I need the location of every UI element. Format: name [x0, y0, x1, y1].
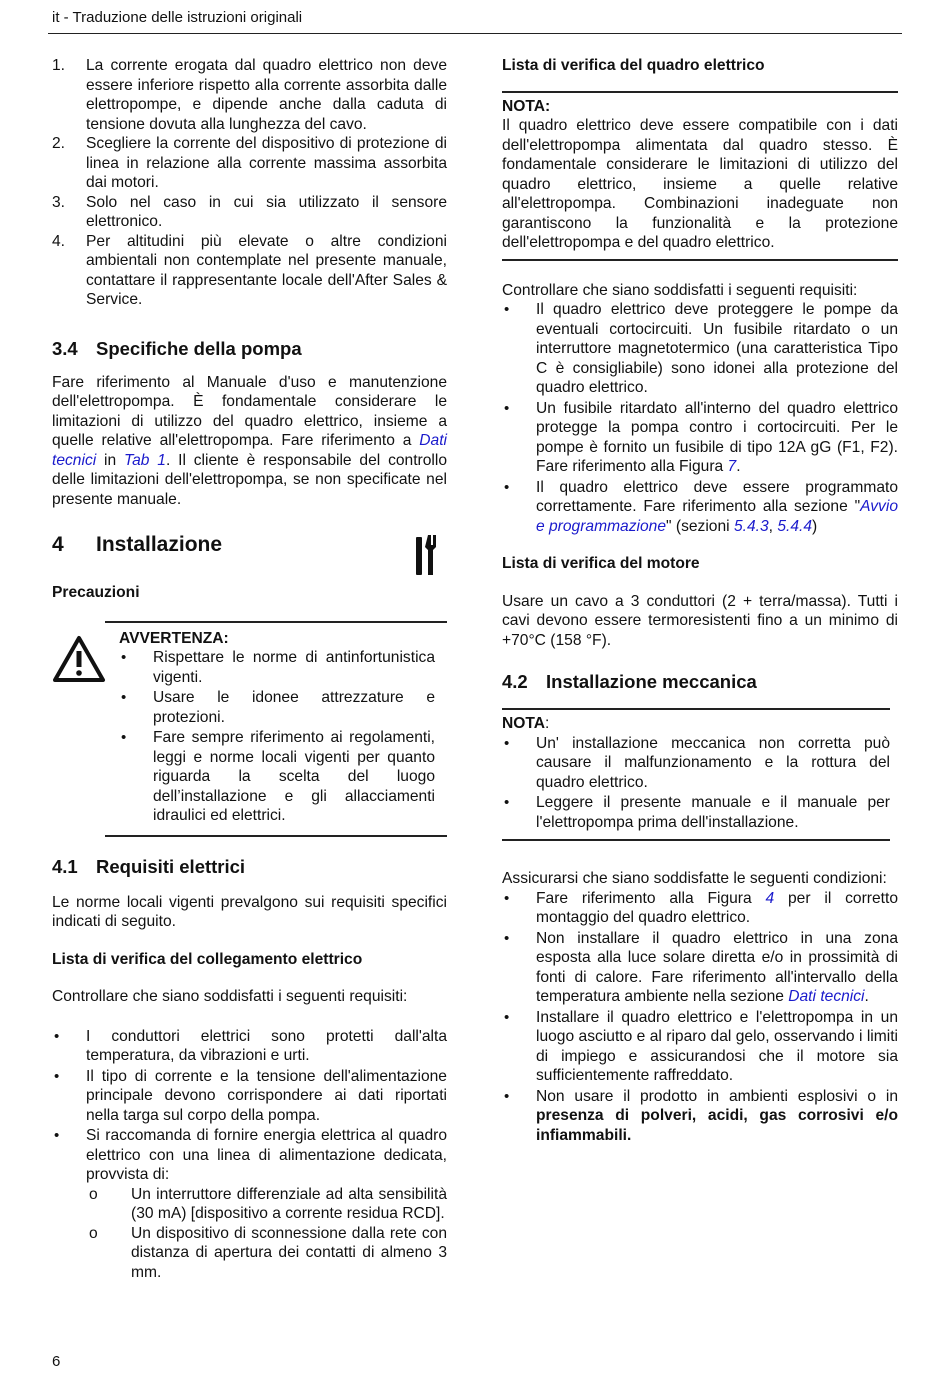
link-tab-1[interactable]: Tab 1 [124, 451, 166, 469]
panel-checklist-intro: Controllare che siano soddisfatti i seguenti requisiti: [502, 281, 858, 299]
list-item: • Fare riferimento alla Figura 4 per il corretto montaggio del quadro elettrico. [502, 889, 898, 928]
page-header: it - Traduzione delle istruzioni originali [52, 9, 303, 26]
electrical-intro: Le norme locali vigenti prevalgono sui requisiti specifici indicati di seguito. [52, 893, 447, 930]
header-rule [48, 33, 902, 34]
list-item: • Non installare il quadro elettrico in una zona esposta alla luce solare diretta e/o in prossimità di fonti di calore. Fare riferimento all'intervallo della temperatura ambiente nella sezione Dati tecnici. [502, 929, 898, 1007]
link-dati-tecnici[interactable]: Dati tecnici [52, 432, 447, 469]
link-avvio-programmazione[interactable]: Avvio e programmazione [536, 498, 898, 535]
list-item: 3. Solo nel caso in cui sia utilizzato il sensore elettronico. [52, 193, 447, 230]
list-item: o Un dispositivo di sconnessione dalla rete con distanza di apertura dei contatti di almeno 3 mm. [86, 1224, 447, 1283]
list-item: 2. Scegliere la corrente del dispositivo di protezione di linea in relazione alla corrente massima assorbita dai motori. [52, 135, 447, 191]
list-item: • Si raccomanda di fornire energia elettrica al quadro elettrico con una linea di alimentazione dedicata, provvista di: o Un interruttore differenziale ad alta sensibilità (30 mA) [dispositivo a corrente residua RCD]. o Un dispositivo di sconnessione dalla rete con distanza di apertura dei contatti di almeno 3 mm. [52, 1126, 447, 1282]
list-item: • Un fusibile ritardato all'interno del quadro elettrico protegge la pompa contro i cortocircuiti. Per le pompe è fornito un fusibile di tipo 12A gG (F1, F2). Fare riferimento alla Figura 7. [502, 399, 898, 477]
page-number: 6 [52, 1353, 61, 1370]
section-heading-3-4: 3.4 Specifiche della pompa [52, 337, 302, 359]
left-column [52, 56, 447, 1283]
electrical-checklist [52, 1027, 447, 1283]
electrical-checklist-intro: Controllare che siano soddisfatti i seguenti requisiti: [52, 988, 408, 1005]
motor-checklist-heading: Lista di verifica del motore [502, 555, 700, 572]
link-figura-4[interactable]: 4 [765, 889, 775, 907]
note-box-1 [502, 91, 898, 261]
panel-checklist-heading: Lista di verifica del quadro elettrico [502, 57, 765, 74]
list-item: o Un interruttore differenziale ad alta sensibilità (30 mA) [dispositivo a corrente residua RCD]. [86, 1185, 447, 1224]
list-item: • Un' installazione meccanica non corretta può causare il malfunzionamento e la rottura del quadro elettrico. [502, 734, 890, 793]
list-item: • Fare sempre riferimento ai regolamenti, leggi e norme locali vigenti per quanto riguarda la scelta del luogo dell’installazione e gli allacciamenti idraulici ed elettrici. [119, 728, 435, 826]
panel-checklist [502, 300, 898, 536]
section-heading-4-2: 4.2 Installazione meccanica [502, 671, 757, 692]
note-title: NOTA: [502, 97, 551, 115]
list-item: • I conduttori elettrici sono protetti dall'alta temperatura, da vibrazioni e urti. [52, 1027, 447, 1066]
footnote-list [52, 56, 447, 310]
link-dati-tecnici-2[interactable]: Dati tecnici [788, 988, 865, 1005]
list-item: 4. Per altitudini più elevate o altre condizioni ambientali non contemplate nel presente manuale, contattare il rappresentante locale dell'After Sales & Service. [52, 232, 447, 308]
list-item: • Usare le idonee attrezzature e protezioni. [119, 688, 435, 727]
list-item: • Rispettare le norme di antinfortunistica vigenti. [119, 648, 435, 687]
note-box-2 [502, 708, 890, 841]
note-text: Il quadro elettrico deve essere compatibile con i dati dell'elettropompa alimentata dal quadro stesso. È fondamentale considerare le limitazioni di utilizzo del quadro elettrico, insieme a quelle relative all'elettropompa. Combinazioni inadeguate non garantiscono la funzionalità e la protezione dell'elettropompa e del quadro elettrico. [502, 117, 898, 251]
link-5-4-3[interactable]: 5.4.3 [733, 517, 769, 535]
warning-title: AVVERTENZA: [119, 629, 229, 647]
motor-text: Usare un cavo a 3 conduttori (2 + terra/massa). Tutti i cavi devono essere termoresistenti fino a un minimo di +70°C (158 °F). [502, 592, 898, 649]
sub-list [86, 1185, 447, 1283]
warning-list [119, 648, 435, 826]
link-figura-7[interactable]: 7 [727, 458, 737, 475]
electrical-checklist-heading: Lista di verifica del collegamento elettrico [52, 950, 363, 968]
warning-block [52, 621, 447, 837]
link-5-4-4[interactable]: 5.4.4 [777, 517, 812, 535]
tools-icon [413, 533, 439, 577]
pump-spec-paragraph: Fare riferimento al Manuale d'uso e manutenzione dell'elettropompa. È fondamentale considerare le limitazioni di utilizzo del quadro elettrico, insieme a quelle relative all'elettropompa. Fare riferimento a Dati tecnici in Tab 1. Il cliente è responsabile del controllo delle limitazioni dell'elettropompa, se non specificate nel presente manuale. [52, 373, 448, 508]
mech-list [502, 889, 898, 1146]
list-item: • Installare il quadro elettrico e l'elettropompa in un luogo asciutto e al riparo dal gelo, osservando i limiti di impiego e assicurandosi che il motore sia sufficientemente raffreddato. [502, 1008, 898, 1086]
list-item: • Il tipo di corrente e la tensione dell'alimentazione principale devono corrispondere ai dati riportati nella targa sul corpo della pompa. [52, 1067, 447, 1126]
right-column [502, 56, 898, 1146]
list-item: • Non usare il prodotto in ambienti esplosivi o in presenza di polveri, acidi, gas corrosivi e/o infiammabili. [502, 1087, 898, 1146]
list-item: • Il quadro elettrico deve essere programmato correttamente. Fare riferimento alla sezione "Avvio e programmazione" (sezioni 5.4.3, 5.4.4) [502, 478, 898, 537]
list-item: • Leggere il presente manuale e il manuale per l'elettropompa prima dell'installazione. [502, 793, 890, 832]
list-item: • Il quadro elettrico deve proteggere le pompe da eventuali cortocircuiti. Un fusibile ritardato o un interruttore magnetotermico (una caratteristica Tipo C è consigliabile) sono idonei alla protezione del quadro elettrico. [502, 300, 898, 398]
section-heading-4-1: 4.1 Requisiti elettrici [52, 855, 246, 877]
note-title: NOTA: [502, 715, 550, 732]
list-item: 1. La corrente erogata dal quadro elettrico non deve essere inferiore rispetto alla corrente assorbita dalle elettropompe, e dipende anche dalla caduta di tensione dovuta alla lunghezza del cavo. [52, 57, 447, 133]
warning-box [105, 621, 447, 837]
mech-intro: Assicurarsi che siano soddisfatte le seguenti condizioni: [502, 870, 887, 887]
section-heading-4: 4 Installazione [52, 533, 223, 556]
precautions-heading: Precauzioni [52, 584, 140, 601]
note-list [502, 734, 890, 833]
warning-triangle-icon [52, 635, 106, 683]
